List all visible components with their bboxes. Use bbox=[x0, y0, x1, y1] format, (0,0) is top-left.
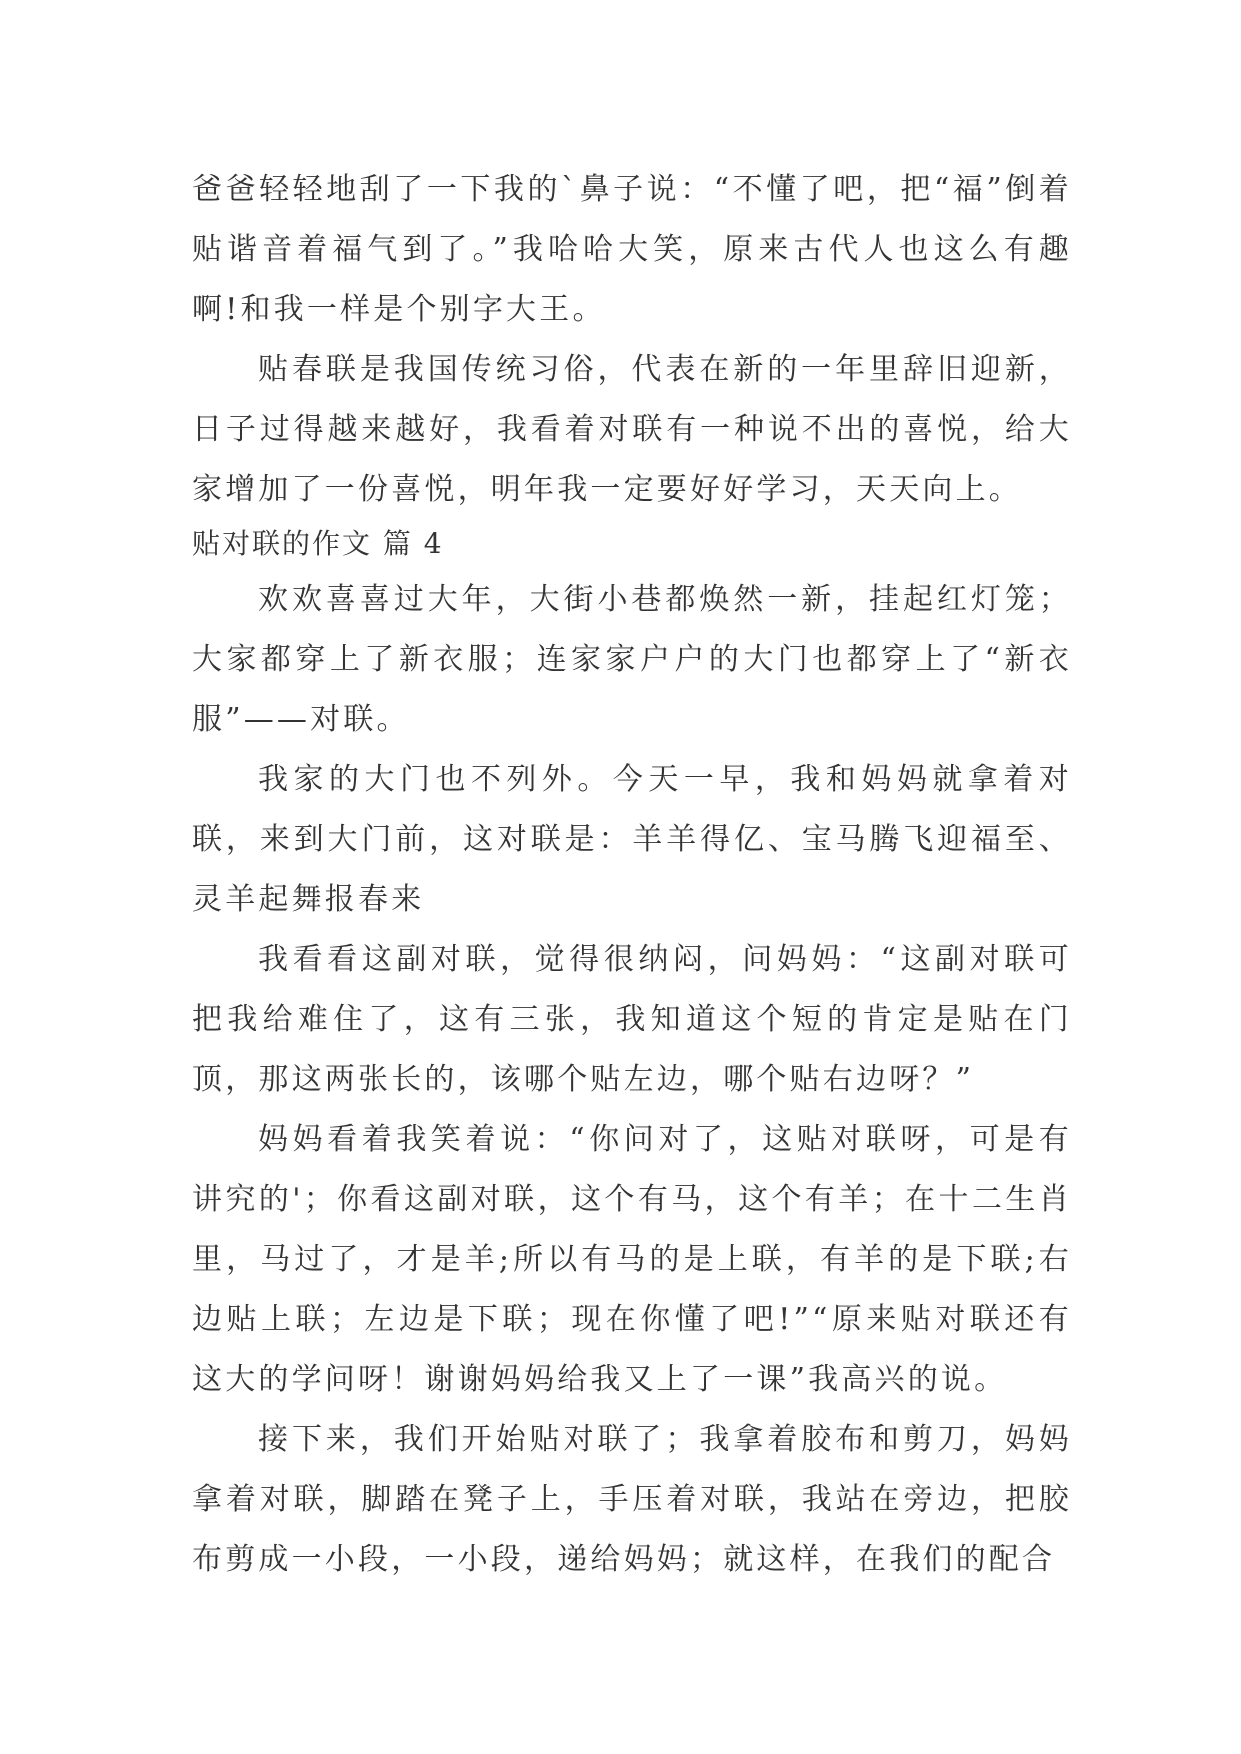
document-page bbox=[192, 160, 1072, 1590]
paragraph-4: 我家的大门也不列外。今天一早，我和妈妈就拿着对联，来到大门前，这对联是：羊羊得亿、宝马腾飞迎福至、灵羊起舞报春来 bbox=[192, 762, 1072, 917]
paragraph-6: 妈妈看着我笑着说：“你问对了，这贴对联呀，可是有讲究的'；你看这副对联，这个有马，这个有羊；在十二生肖里，马过了，才是羊;所以有马的是上联，有羊的是下联;右边贴上联；左边是下联；现在你懂了吧!”“原来贴对联还有这大的学问呀！谢谢妈妈给我又上了一课”我高兴的说。 bbox=[192, 1122, 1072, 1397]
paragraph-5: 我看看这副对联，觉得很纳闷，问妈妈：“这副对联可把我给难住了，这有三张，我知道这个短的肯定是贴在门顶，那这两张长的，该哪个贴左边，哪个贴右边呀？” bbox=[192, 942, 1072, 1097]
paragraph-7: 接下来，我们开始贴对联了；我拿着胶布和剪刀，妈妈拿着对联，脚踏在凳子上，手压着对联，我站在旁边，把胶布剪成一小段，一小段，递给妈妈；就这样，在我们的配合 bbox=[192, 1422, 1072, 1577]
paragraph-2: 贴春联是我国传统习俗，代表在新的一年里辞旧迎新，日子过得越来越好，我看着对联有一种说不出的喜悦，给大家增加了一份喜悦，明年我一定要好好学习，天天向上。 bbox=[192, 352, 1072, 507]
paragraph-3: 欢欢喜喜过大年，大街小巷都焕然一新，挂起红灯笼；大家都穿上了新衣服；连家家户户的大门也都穿上了“新衣服”——对联。 bbox=[192, 582, 1072, 737]
section-heading: 贴对联的作文 篇 4 bbox=[192, 527, 444, 560]
paragraph-1: 爸爸轻轻地刮了一下我的`鼻子说：“不懂了吧，把“福”倒着贴谐音着福气到了。”我哈哈大笑，原来古代人也这么有趣啊!和我一样是个别字大王。 bbox=[192, 172, 1072, 327]
